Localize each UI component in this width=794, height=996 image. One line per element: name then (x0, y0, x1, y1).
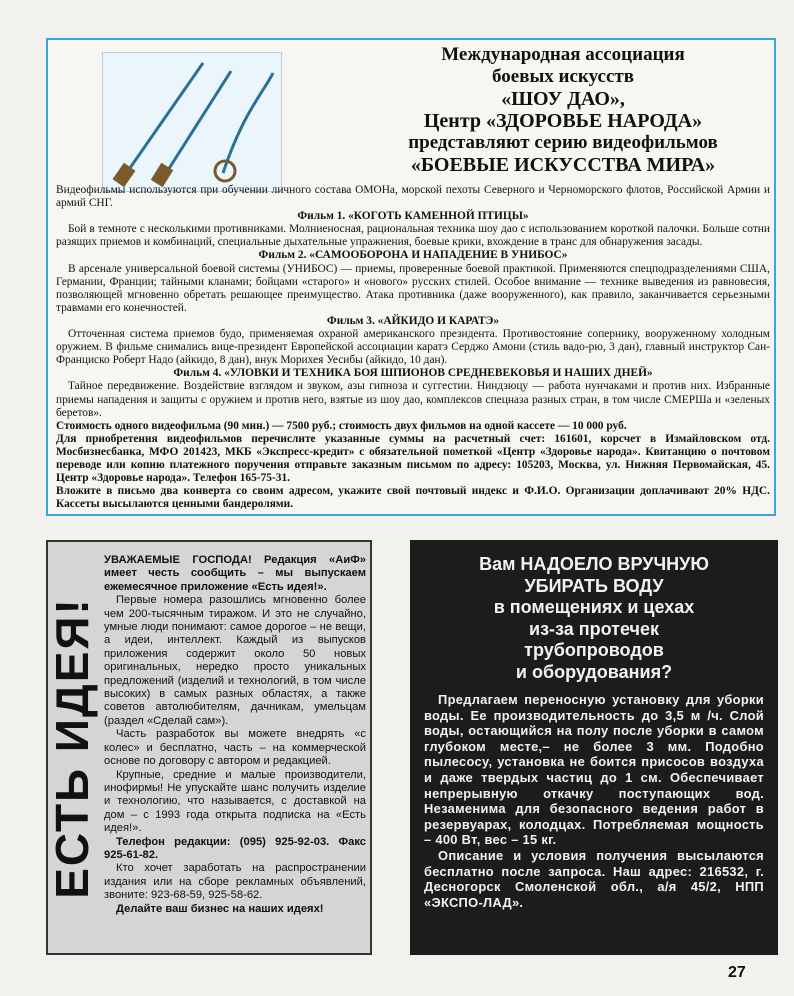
film-description: Отточенная система приемов будо, применяемая охраной американского президента. Противостояние сопернику, вооруженному холодным оружием. В фильме снимались вице-президент Европейской ассоциации каратэ Серджо Амони (стиль вадо-рю, 3 дан), главный инструктор Сан-Франциско Роберт Надо (айкидо, 8 дан), внук Морихея Уесибы (айкидо, 10 дан). (56, 328, 770, 367)
water-headline-line: в помещениях и цехах (493, 597, 695, 617)
swords-illustration (102, 52, 282, 192)
film-description: Бой в темноте с несколькими противниками. Молниеносная, рациональная техника шоу дао с использованием короткой палочки. Больше сотни разящих приемов и комбинаций, специальные дыхательные упражнения, боевые крики, вхождение в транс для обнаружения засады. (56, 223, 770, 249)
aif-paragraph: УВАЖАЕМЫЕ ГОСПОДА! Редакция «АиФ» имеет честь сообщить – мы выпускаем ежемесячное приложение «Есть идея!». (104, 554, 366, 593)
water-headline-line: Вам НАДОЕЛО ВРУЧНУЮ (479, 554, 709, 574)
aif-idea-ad (46, 540, 372, 955)
price-info: Стоимость одного видеофильма (90 мин.) — 7500 руб.; стоимость двух фильмов на одной кассете — 10 000 руб. (56, 419, 627, 432)
water-headline-line: трубопроводов (524, 640, 664, 660)
water-headline-line: УБИРАТЬ ВОДУ (524, 575, 664, 596)
headline-line: представляют серию видеофильмов (408, 132, 718, 153)
film-title: Фильм 2. «САМООБОРОНА И НАПАДЕНИЕ В УНИБОС» (258, 249, 568, 262)
aif-paragraph: Первые номера разошлись мгновенно более чем 200-тысячным тиражом. И это не случайно, умные люди понимают: самое дорогое – не вещи, а идеи, интеллект. Каждый из выпусков приложения содержит около 50 новых оригинальных, нередко просто уникальных предложений (изделий и технологий, в том числе высоких) в самых разных областях, а также советов автолюбителям, дачникам, умельцам (раздел «Сделай сам»). (104, 594, 366, 727)
aif-paragraph: Кто хочет заработать на распространении издания или на сборе рекламных объявлений, звоните: 923-68-59, 925-58-62. (104, 862, 366, 902)
ad-body (56, 184, 770, 511)
water-paragraph: Описание и условия получения высылаются бесплатно после запроса. Наш адрес: 216532, г. Десногорск Смоленской обл., а/я 45/2, НПП «ЭКСПО-ЛАД». (424, 847, 764, 910)
film-description: Тайное передвижение. Воздействие взглядом и звуком, азы гипноза и суггестии. Ниндзюцу — работа нунчаками и против них. Избранные приемы нападения и защиты с оружием и против него, взятые из шоу дао, комплексов спецназа разных стран, в том числе СМЕРШа и «зеленых беретов». (56, 380, 770, 419)
aif-phone: Телефон редакции: (095) 925-92-03. Факс 925-61-82. (104, 835, 366, 861)
film-description: В арсенале универсальной боевой системы (УНИБОС) — приемы, проверенные боевой практикой. Применяются спецподразделениями США, Германии, Франции; тайными кланами; бойцами «старого» и «нового» русских стилей. Особое внимание — технике выведения из равновесия, позволяющей мгновенно обретать решающее преимущество. Атака противника (даже вооруженного), как правило, заканчивается серьезными травмами его конечностей. (56, 262, 770, 314)
ad-headline (348, 44, 778, 176)
water-headline (422, 554, 766, 683)
water-paragraph: Предлагаем переносную установку для уборки воды. Ее производительность до 3,5 м /ч. Слой воды, остающийся на полу после уборки в самом глубоком месте,– не более 3 мм. Подобно пылесосу, установка не боится присосов воздуха и даже твердых частиц до 1 см. Обеспечивает непрерывную откачку поступающих вод. Незаменима для безопасного ведения работ в резервуарах, колодцах. Потребляемая мощность – 400 Вт, вес – 15 кг. (424, 692, 764, 848)
film-title: Фильм 4. «УЛОВКИ И ТЕХНИКА БОЯ ШПИОНОВ СРЕДНЕВЕКОВЬЯ И НАШИХ ДНЕЙ» (173, 367, 653, 380)
headline-line: «ШОУ ДАО», (501, 88, 625, 110)
water-body (424, 692, 764, 910)
aif-paragraph: Часть разработок вы можете внедрять «с колес» и бесплатно, часть – на коммерческой основе по договору с автором и редакцией. (104, 728, 366, 768)
headline-line: Международная ассоциация (441, 44, 685, 65)
water-headline-line: и оборудования? (515, 661, 673, 682)
order-info: Для приобретения видеофильмов перечислите указанные суммы на расчетный счет: 161601, корсчет в Измайловском отд. Мосбизнесбанка, МФО 201423, МКБ «Экспресс-кредит» с обязательной пометкой «Центр «Здоровье народа». Квитанцию о почтовом переводе или копию платежного поручения отправьте заказным письмом по адресу: 105203, Москва, ул. Нижняя Первомайская, 45. Центр «Здоровье народа». Телефон 165-75-31. (56, 432, 770, 485)
aif-paragraph: Крупные, средние и малые производители, инофирмы! Не упускайте шанс получить изделие и технологию, что называется, с доставкой на дом – с 1993 года открыта подписка на «Есть идея!». (104, 768, 366, 835)
headline-line: Центр «ЗДОРОВЬЕ НАРОДА» (423, 110, 703, 132)
page-number: 27 (728, 964, 746, 981)
aif-body (104, 554, 366, 916)
headline-line: «БОЕВЫЕ ИСКУССТВА МИРА» (410, 154, 716, 176)
water-headline-line: из-за протечек (529, 618, 659, 639)
film-title: Фильм 1. «КОГОТЬ КАМЕННОЙ ПТИЦЫ» (297, 210, 529, 223)
vertical-title-strip (46, 544, 98, 951)
envelope-info: Вложите в письмо два конверта со своим адресом, укажите свой почтовый индекс и Ф.И.О. Организации доплачивают 20% НДС. Кассеты высылаются ценными бандеролями. (56, 485, 770, 511)
film-title: Фильм 3. «АЙКИДО И КАРАТЭ» (326, 314, 500, 327)
intro-paragraph: Видеофильмы используются при обучении личного состава ОМОНа, морской пехоты Северного и Черноморского флотов, Российской Армии и армий СНГ. (56, 184, 770, 210)
vertical-title: ЕСТЬ ИДЕЯ! (46, 597, 98, 899)
headline-line: боевых искусств (492, 66, 634, 87)
martial-arts-ad (46, 38, 776, 516)
aif-slogan: Делайте ваш бизнес на наших идеях! (116, 902, 324, 915)
water-removal-ad (410, 540, 778, 955)
